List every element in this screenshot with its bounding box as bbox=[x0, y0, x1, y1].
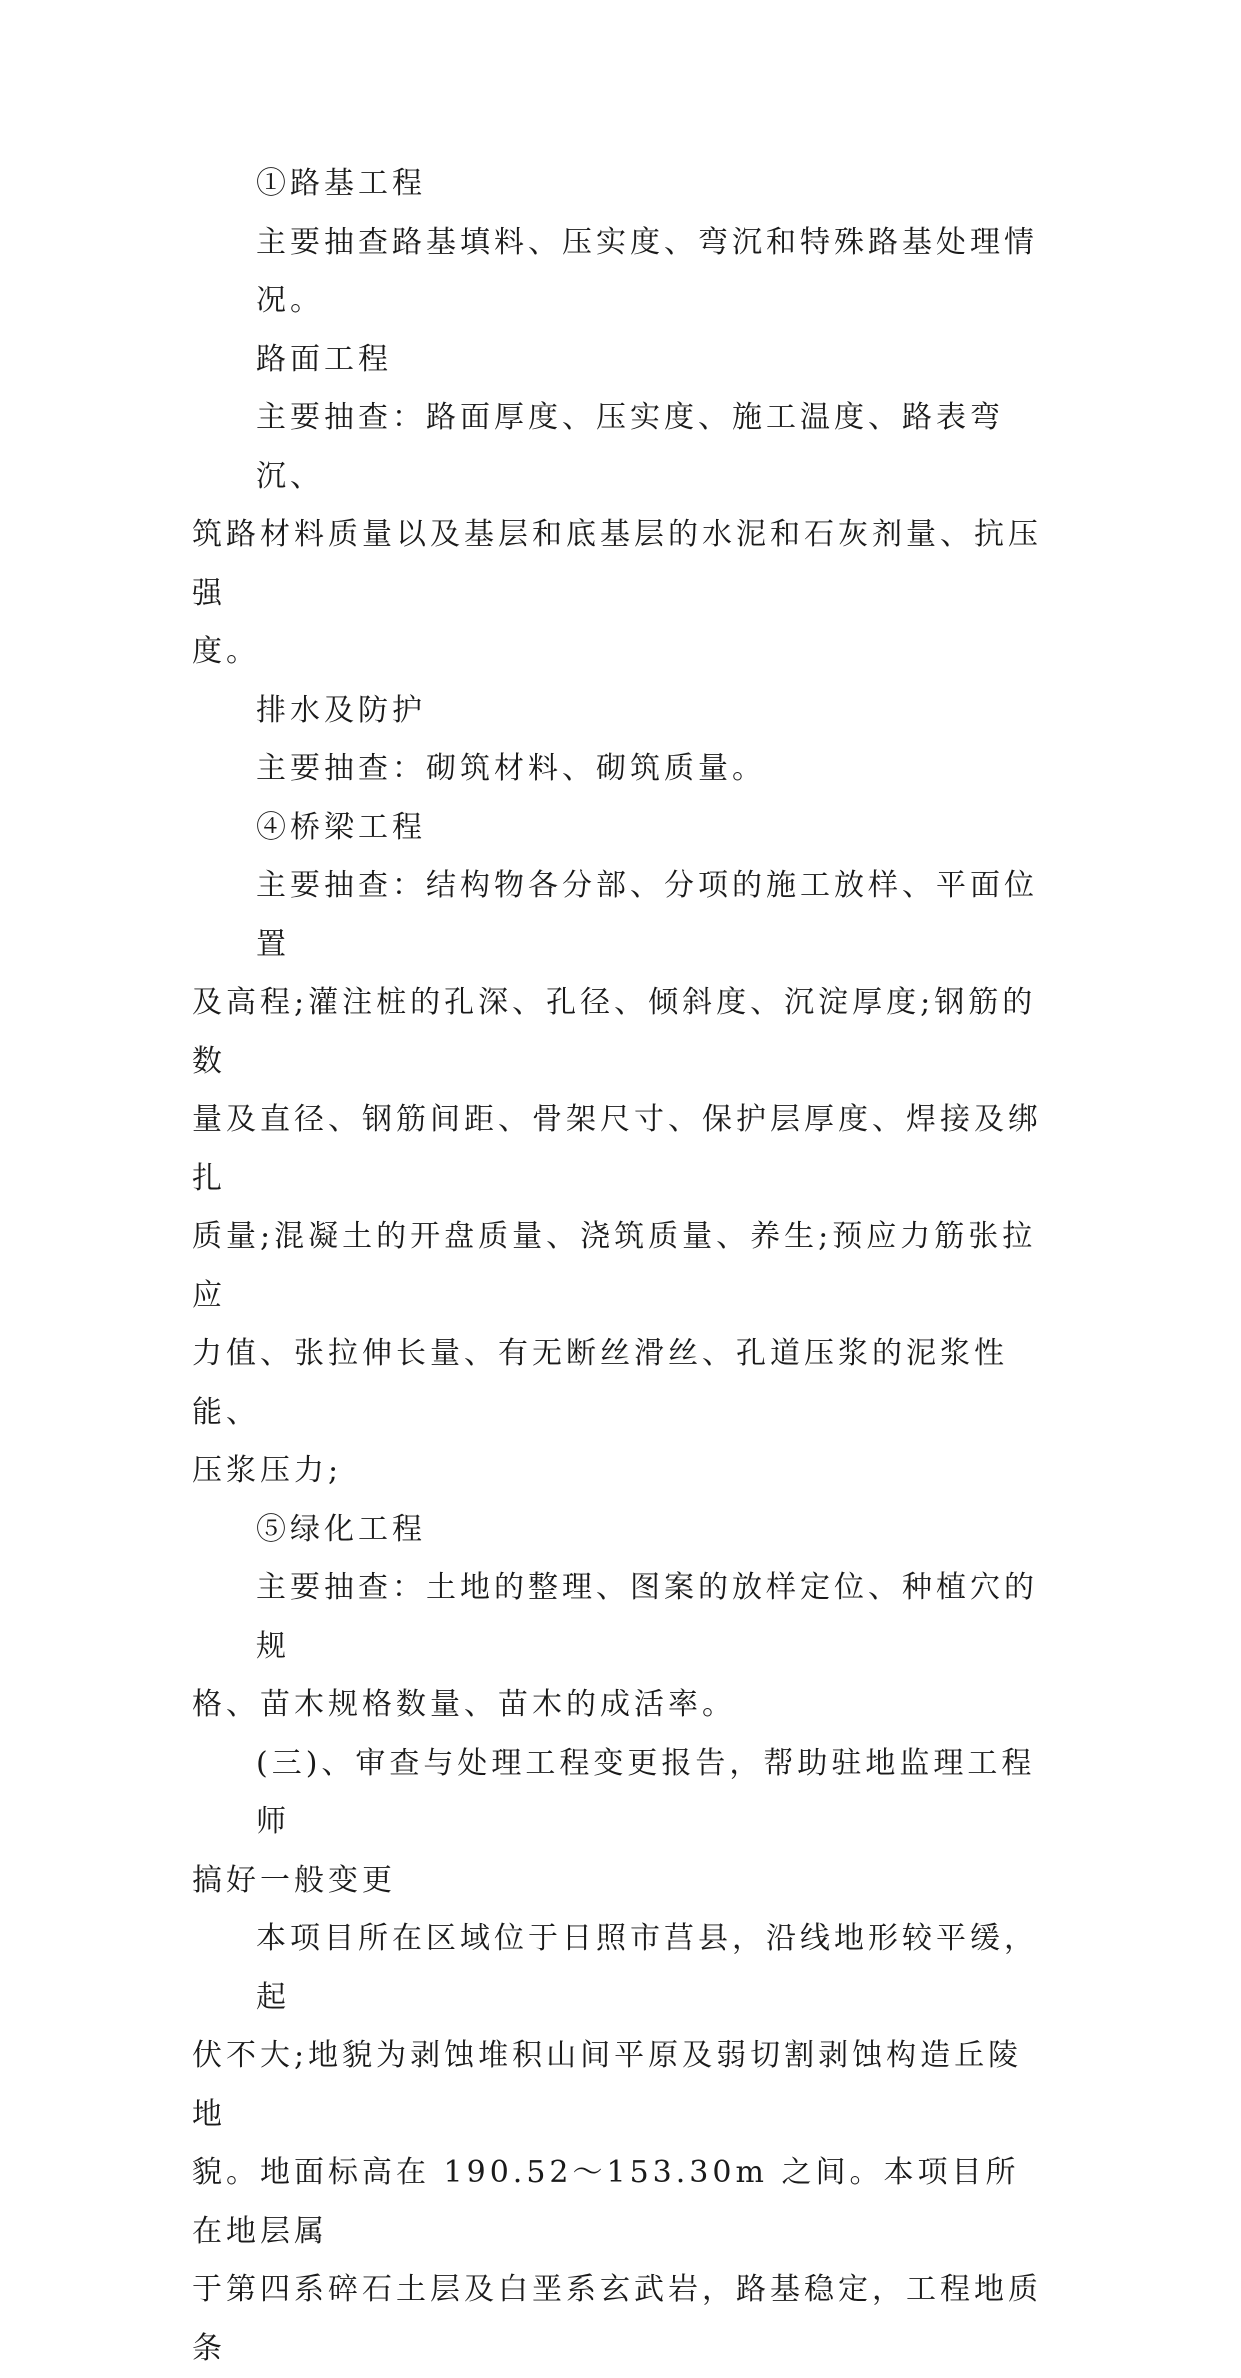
paragraph bbox=[192, 1559, 1052, 1735]
text-line: 力值、张拉伸长量、有无断丝滑丝、孔道压浆的泥浆性能、 bbox=[192, 1336, 1008, 1430]
text-line: ⑤绿化工程 bbox=[256, 1511, 426, 1547]
text-line: 筑路材料质量以及基层和底基层的水泥和石灰剂量、抗压强 bbox=[192, 517, 1042, 611]
paragraph bbox=[192, 389, 1052, 682]
text-line: ④桥梁工程 bbox=[256, 809, 426, 845]
paragraph bbox=[192, 682, 1052, 741]
paragraph bbox=[192, 857, 1052, 1501]
text-line: ①路基工程 bbox=[256, 166, 426, 201]
text-line: 貌。地面标高在 190.52～153.30m 之间。本项目所在地层属 bbox=[192, 2155, 1020, 2249]
text-line: 搞好一般变更 bbox=[192, 1862, 396, 1898]
document-body bbox=[192, 155, 1052, 2378]
paragraph bbox=[192, 214, 1052, 331]
text-line: 质量;混凝土的开盘质量、浇筑质量、养生;预应力筋张拉应 bbox=[192, 1219, 1037, 1313]
text-line: 主要抽查：砌筑材料、砌筑质量。 bbox=[256, 751, 766, 786]
text-line: 路面工程 bbox=[256, 341, 392, 377]
text-line: 主要抽查：路面厚度、压实度、施工温度、路表弯沉、 bbox=[256, 400, 1004, 494]
text-line: (三)、审查与处理工程变更报告，帮助驻地监理工程师 bbox=[256, 1745, 1036, 1839]
paragraph bbox=[192, 331, 1052, 390]
paragraph bbox=[192, 1501, 1052, 1560]
paragraph bbox=[192, 1735, 1052, 1911]
text-line: 格、苗木规格数量、苗木的成活率。 bbox=[192, 1687, 736, 1722]
text-line: 排水及防护 bbox=[256, 692, 426, 728]
text-line: 主要抽查路基填料、压实度、弯沉和特殊路基处理情况。 bbox=[256, 224, 1038, 318]
paragraph bbox=[192, 155, 1052, 214]
text-line: 本项目所在区域位于日照市莒县，沿线地形较平缓，起 bbox=[256, 1921, 1038, 2015]
text-line: 主要抽查：结构物各分部、分项的施工放样、平面位置 bbox=[256, 868, 1038, 962]
text-line: 量及直径、钢筋间距、骨架尺寸、保护层厚度、焊接及绑扎 bbox=[192, 1102, 1042, 1196]
paragraph bbox=[192, 740, 1052, 799]
text-line: 度。 bbox=[192, 634, 260, 669]
paragraph bbox=[192, 1910, 1052, 2378]
text-line: 压浆压力; bbox=[192, 1453, 343, 1488]
paragraph bbox=[192, 799, 1052, 858]
text-line: 主要抽查：土地的整理、图案的放样定位、种植穴的规 bbox=[256, 1570, 1038, 1664]
text-line: 及高程;灌注桩的孔深、孔径、倾斜度、沉淀厚度;钢筋的数 bbox=[192, 985, 1037, 1079]
text-line: 伏不大;地貌为剥蚀堆积山间平原及弱切割剥蚀构造丘陵地 bbox=[192, 2038, 1023, 2132]
text-line: 于第四系碎石土层及白垩系玄武岩，路基稳定，工程地质条 bbox=[192, 2272, 1042, 2366]
